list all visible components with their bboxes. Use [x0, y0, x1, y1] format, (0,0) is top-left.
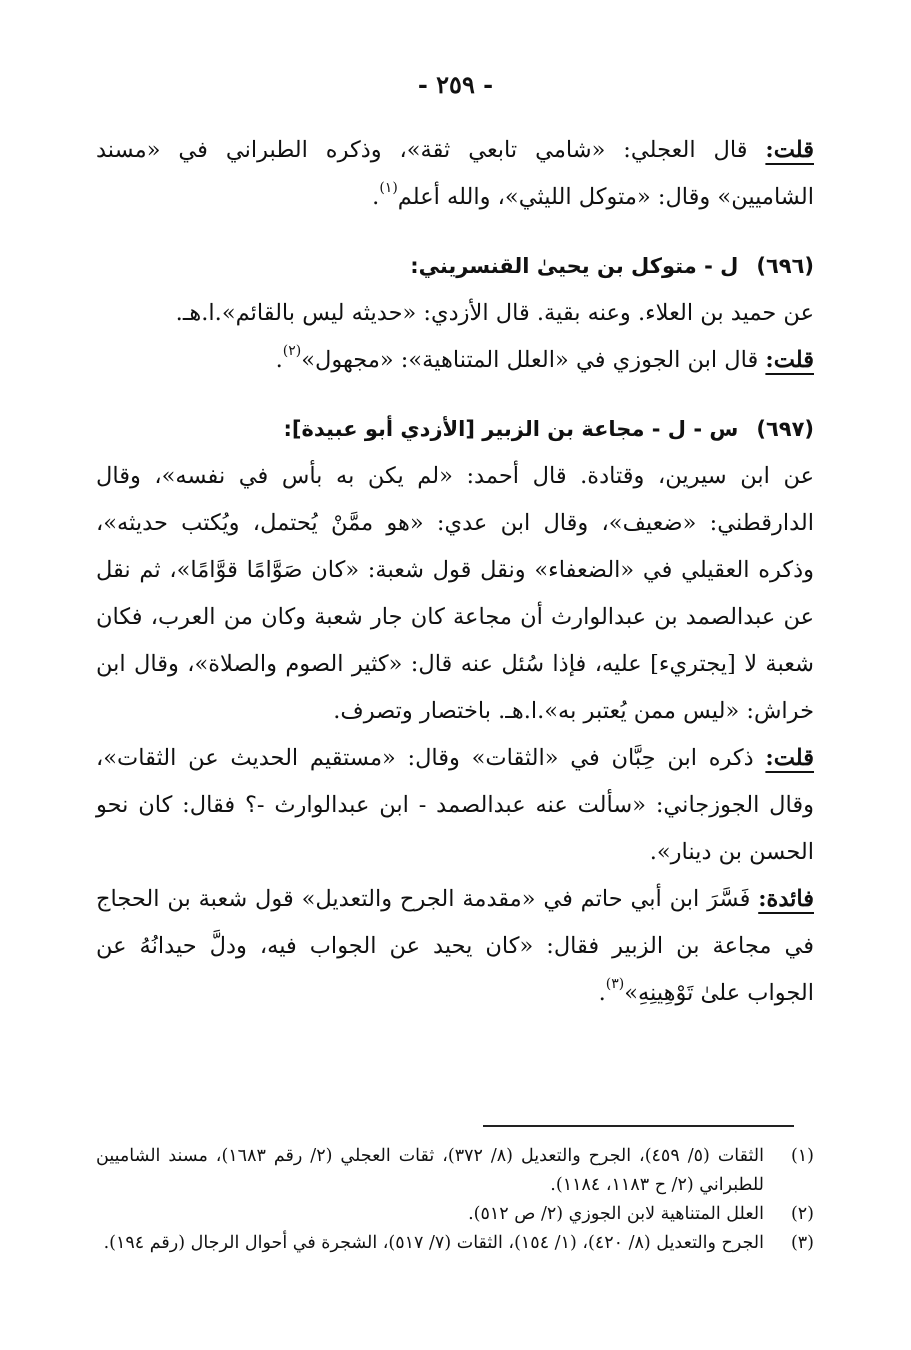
main-text: [96, 127, 814, 1017]
period: .: [275, 347, 283, 373]
footnote-text: الثقات (٥/ ٤٥٩)، الجرح والتعديل (٨/ ٣٧٢)، ثقات العجلي (٢/ رقم ١٦٨٣)، مسند الشاميين للطبراني (٢/ ح ١١٨٣، ١١٨٤).: [96, 1146, 764, 1195]
footnote-text: الجرح والتعديل (٨/ ٤٢٠)، (١/ ١٥٤)، الثقات (٧/ ٥١٧)، الشجرة في أحوال الرجال (رقم ١٩٤).: [103, 1233, 764, 1253]
footnote-ref-1: (١): [379, 180, 398, 196]
footnote-ref-2: (٢): [282, 343, 302, 359]
spacer: [96, 221, 814, 243]
footnote-ref-3: (٣): [605, 976, 625, 992]
footnote-number: (١): [790, 1146, 814, 1166]
page-number: - ٢٥٩ -: [417, 70, 494, 99]
entry-heading-696: [96, 243, 814, 290]
entry-696-text: عن حميد بن العلاء. وعنه بقية. قال الأزدي: «حديثه ليس بالقائم».ا.هـ.: [175, 300, 814, 326]
qultu-label: قلت:: [765, 745, 814, 771]
faida-text: فَسَّرَ ابن أبي حاتم في «مقدمة الجرح والتعديل» قول شعبة بن الحجاج في مجاعة بن الزبير فقال: «كان يحيد عن الجواب فيه، ودلَّ حيدانُهُ عن الجواب علىٰ تَوْهِينِهِ»: [96, 886, 814, 1006]
footnote-1: [96, 1142, 814, 1200]
footnote-divider: [483, 1125, 794, 1127]
footnote-text: العلل المتناهية لابن الجوزي (٢/ ص ٥١٢).: [468, 1204, 764, 1224]
footnote-number: (٣): [790, 1233, 814, 1253]
footnote-number: (٢): [790, 1204, 814, 1224]
faida-label: فائدة:: [758, 886, 814, 912]
entry-title: ل - متوكل بن يحيىٰ القنسريني:: [410, 254, 739, 278]
entry-696-note: [96, 337, 814, 384]
paragraph-qultu-1: [96, 127, 814, 221]
entry-number: (٦٩٧): [756, 417, 814, 441]
note-text: ذكره ابن حِبَّان في «الثقات» وقال: «مستقيم الحديث عن الثقات»، وقال الجوزجاني: «سألت عنه عبدالصمد - ابن عبدالوارث -؟ فقال: كان نحو الحسن بن دينار».: [96, 745, 814, 865]
spacer: [96, 384, 814, 406]
entry-heading-697: [96, 406, 814, 453]
qultu-label: قلت:: [765, 137, 814, 163]
paragraph-text: قال العجلي: «شامي تابعي ثقة»، وذكره الطبراني في «مسند الشاميين» وقال: «متوكل الليثي»، والله أعلم: [96, 137, 814, 210]
entry-697-note: [96, 735, 814, 876]
entry-number: (٦٩٦): [756, 254, 814, 278]
footnote-2: [96, 1200, 814, 1229]
entry-title: س - ل - مجاعة بن الزبير [الأزدي أبو عبيدة]:: [283, 417, 739, 441]
note-text: قال ابن الجوزي في «العلل المتناهية»: «مجهول»: [301, 347, 766, 373]
footnotes: [96, 1142, 814, 1258]
qultu-label: قلت:: [765, 347, 814, 373]
entry-697-text: عن ابن سيرين، وقتادة. قال أحمد: «لم يكن به بأس في نفسه»، وقال الدارقطني: «ضعيف»، وقال ابن عدي: «هو ممَّنْ يُحتمل، ويُكتب حديثه»، وذكره العقيلي في «الضعفاء» ونقل قول شعبة: «كان صَوَّامًا قوَّامًا»، ثم نقل عن عبدالصمد بن عبدالوارث أن مجاعة كان جار شعبة وكان من العرب، فكان شعبة لا [يجتريء] عليه، فإذا سُئل عنه قال: «كثير الصوم والصلاة»، وقال ابن خراش: «ليس ممن يُعتبر به».ا.هـ. باختصار وتصرف.: [96, 463, 814, 724]
period: .: [598, 980, 606, 1006]
period: .: [372, 184, 380, 210]
footnote-3: [96, 1229, 814, 1258]
entry-697-faida: [96, 876, 814, 1017]
